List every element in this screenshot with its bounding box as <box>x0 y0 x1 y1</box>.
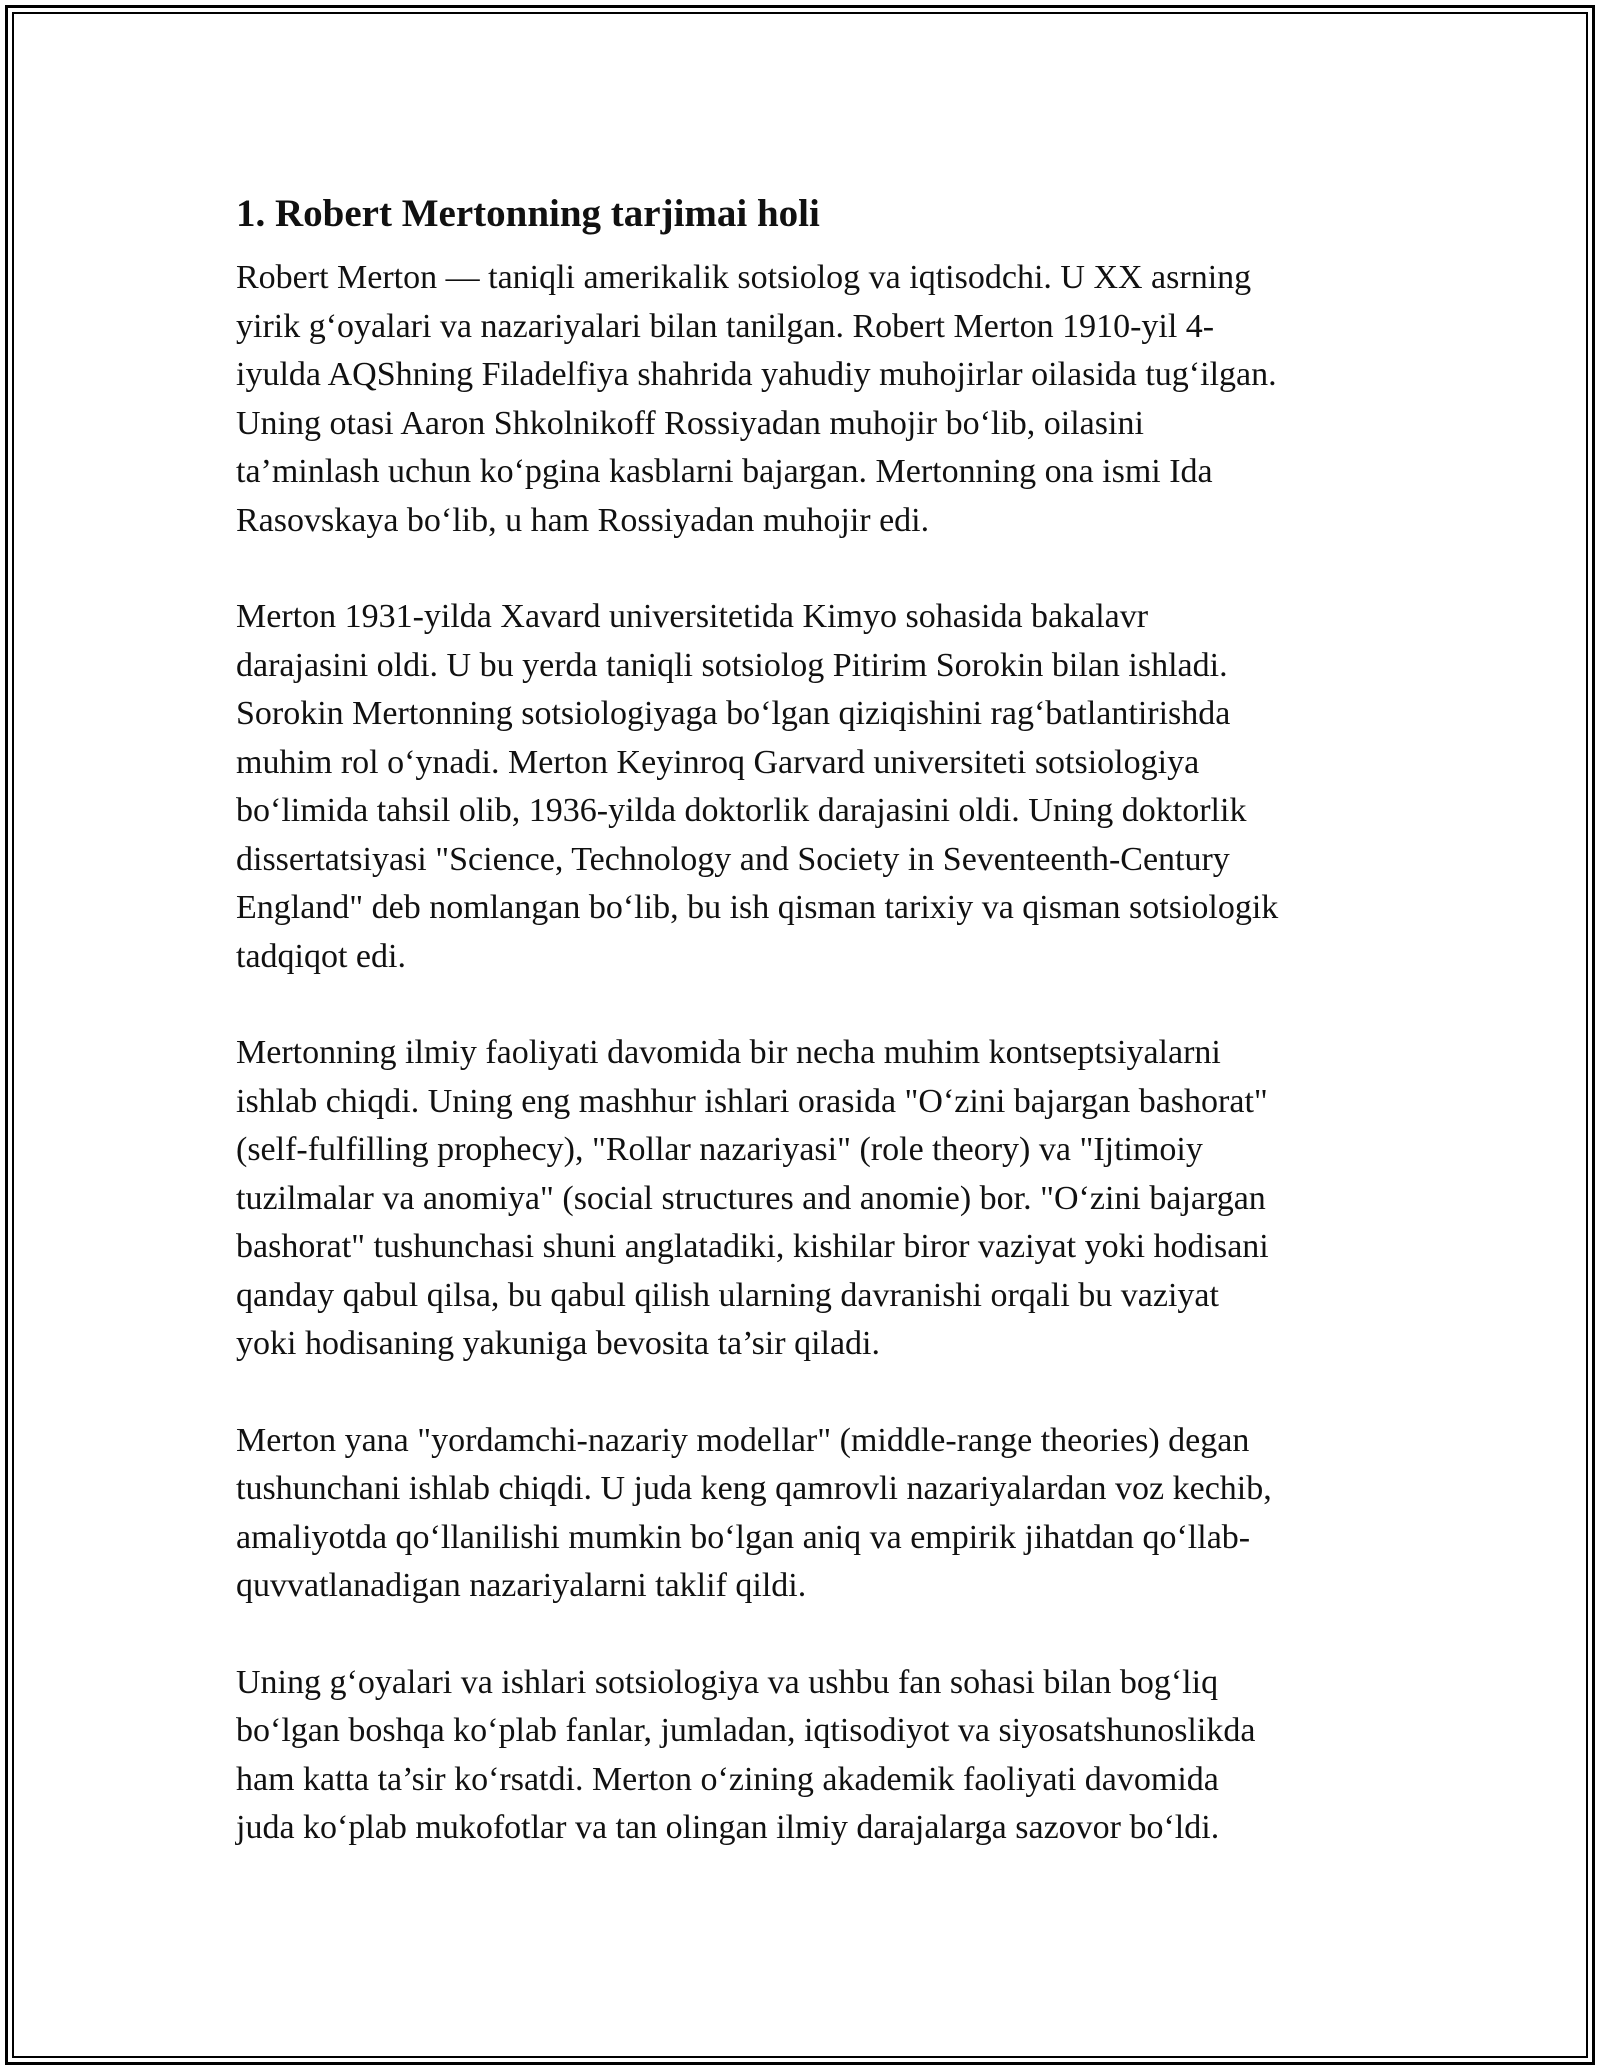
paragraph-line: Robert Merton — taniqli amerikalik sotsiolog va iqtisodchi. U XX asrning <box>236 259 1252 296</box>
paragraphs-container <box>236 254 1366 1853</box>
paragraph-line: yoki hodisaning yakuniga bevosita ta’sir qiladi. <box>236 1325 881 1362</box>
paragraph-line: Uning otasi Aaron Shkolnikoff Rossiyadan muhojir bo‘lib, oilasini <box>236 404 1144 442</box>
paragraph-line: Merton yana "yordamchi-nazariy modellar" (middle-range theories) degan <box>236 1421 1250 1459</box>
paragraph-line: Sorokin Mertonning sotsiologiyaga bo‘lgan qiziqishini rag‘batlantirishda <box>236 695 1231 732</box>
paragraph-line: Uning g‘oyalari va ishlari sotsiologiya va ushbu fan sohasi bilan bog‘liq <box>236 1663 1219 1701</box>
paragraph-line: Merton 1931-yilda Xavard universitetida Kimyo sohasida bakalavr <box>236 598 1149 635</box>
paragraph-line: yirik g‘oyalari va nazariyalari bilan tanilgan. Robert Merton 1910-yil 4- <box>236 307 1215 345</box>
paragraph-line: amaliyotda qo‘llanilishi mumkin bo‘lgan aniq va empirik jihatdan qo‘llab- <box>236 1518 1251 1556</box>
document-body <box>236 186 1366 1901</box>
paragraph-line: ham katta ta’sir ko‘rsatdi. Merton o‘zining akademik faoliyati davomida <box>236 1760 1219 1798</box>
paragraph-line: ishlab chiqdi. Uning eng mashhur ishlari orasida "O‘zini bajargan bashorat" <box>236 1082 1268 1120</box>
paragraph-line: qanday qabul qilsa, bu qabul qilish ularning davranishi orqali bu vaziyat <box>236 1276 1219 1314</box>
paragraph-line: tuzilmalar va anomiya" (social structures and anomie) bor. "O‘zini bajargan <box>236 1179 1266 1217</box>
paragraph-line: bo‘lgan boshqa ko‘plab fanlar, jumladan, iqtisodiyot va siyosatshunoslikda <box>236 1712 1256 1749</box>
paragraph <box>236 1659 1366 1853</box>
paragraph-line: muhim rol o‘ynadi. Merton Keyinroq Garvard universiteti sotsiologiya <box>236 743 1200 781</box>
paragraph <box>236 1029 1366 1369</box>
paragraph-line: iyulda AQShning Filadelfiya shahrida yahudiy muhojirlar oilasida tug‘ilgan. <box>236 356 1277 393</box>
paragraph <box>236 254 1366 545</box>
section-heading: 1. Robert Mertonning tarjimai holi <box>236 192 820 235</box>
paragraph-line: Mertonning ilmiy faoliyati davomida bir necha muhim kontseptsiyalarni <box>236 1034 1221 1071</box>
paragraph-line: England" deb nomlangan bo‘lib, bu ish qisman tarixiy va qisman sotsiologik <box>236 889 1279 926</box>
paragraph-line: bo‘limida tahsil olib, 1936-yilda doktorlik darajasini oldi. Uning doktorlik <box>236 792 1247 829</box>
paragraph-line: juda ko‘plab mukofotlar va tan olingan ilmiy darajalarga sazovor bo‘ldi. <box>236 1809 1220 1846</box>
paragraph-line: dissertatsiyasi "Science, Technology and Society in Seventeenth-Century <box>236 840 1230 878</box>
paragraph-line: tushunchani ishlab chiqdi. U juda keng qamrovli nazariyalardan voz kechib, <box>236 1470 1272 1507</box>
paragraph-line: ta’minlash uchun ko‘pgina kasblarni bajargan. Mertonning ona ismi Ida <box>236 453 1213 490</box>
paragraph-line: quvvatlanadigan nazariyalarni taklif qildi. <box>236 1567 807 1604</box>
paragraph-line: bashorat" tushunchasi shuni anglatadiki, kishilar biror vaziyat yoki hodisani <box>236 1228 1269 1265</box>
paragraph <box>236 1417 1366 1611</box>
paragraph-line: Rasovskaya bo‘lib, u ham Rossiyadan muhojir edi. <box>236 501 930 539</box>
paragraph <box>236 593 1366 981</box>
paragraph-line: (self-fulfilling prophecy), "Rollar nazariyasi" (role theory) va "Ijtimoiy <box>236 1131 1203 1168</box>
paragraph-line: tadqiqot edi. <box>236 937 406 975</box>
paragraph-line: darajasini oldi. U bu yerda taniqli sotsiolog Pitirim Sorokin bilan ishladi. <box>236 646 1228 684</box>
